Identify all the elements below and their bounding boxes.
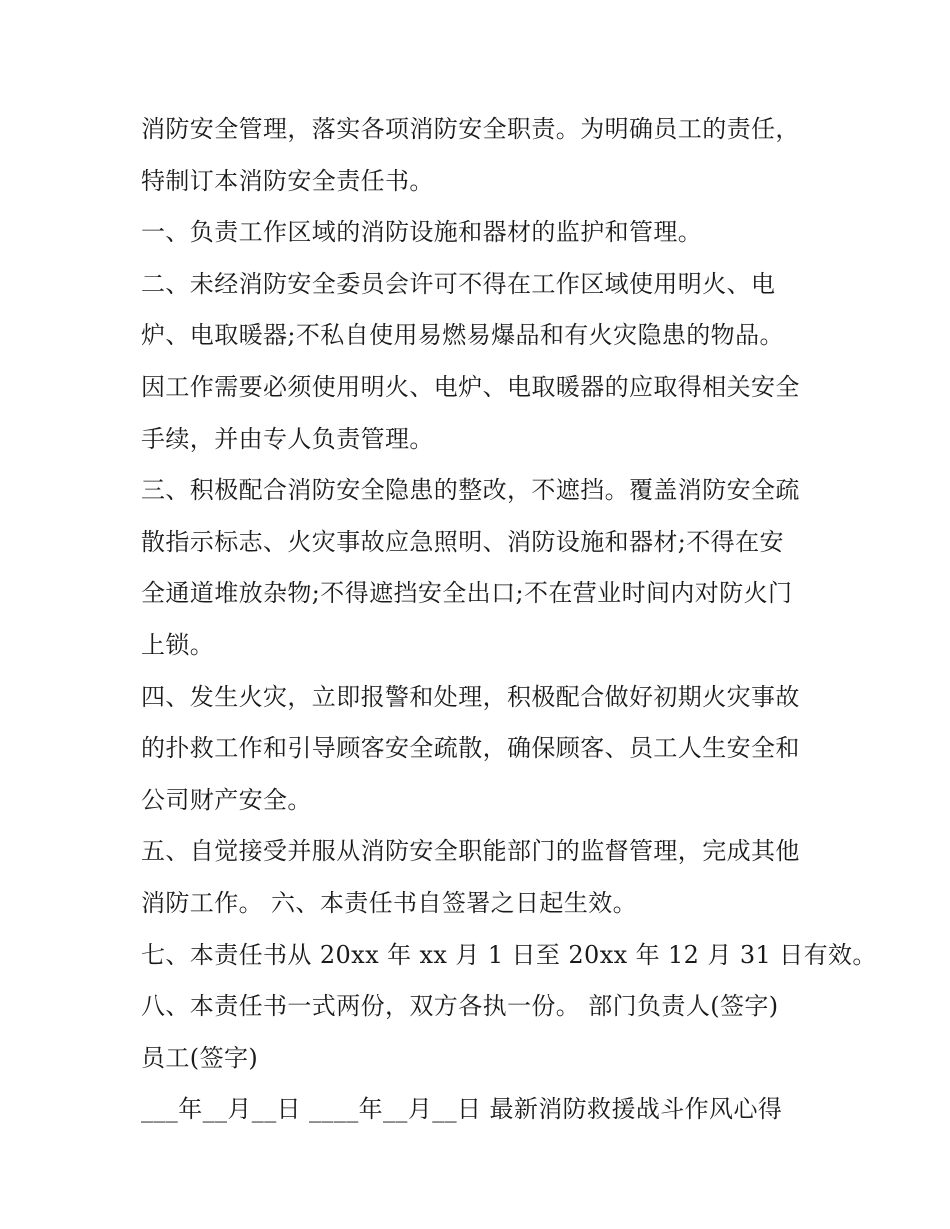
- text-line: 八、本责任书一式两份，双方各执一份。 部门负责人(签字): [141, 992, 779, 1021]
- text-line: 五、自觉接受并服从消防安全职能部门的监督管理，完成其他: [141, 837, 800, 866]
- text-line: 七、本责任书从 20xx 年 xx 月 1 日至 20xx 年 12 月 31 日有效。: [141, 940, 877, 969]
- text-line: 三、积极配合消防安全隐患的整改，不遮挡。覆盖消防安全疏: [141, 476, 800, 505]
- text-line: 公司财产安全。: [141, 785, 312, 814]
- text-line: 炉、电取暖器;不私自使用易燃易爆品和有火灾隐患的物品。: [141, 321, 784, 350]
- text-line: 二、未经消防安全委员会许可不得在工作区域使用明火、电: [141, 269, 776, 298]
- text-line: 消防安全管理，落实各项消防安全职责。为明确员工的责任，: [141, 115, 800, 143]
- text-line: 四、发生火灾，立即报警和处理，积极配合做好初期火灾事故: [141, 682, 800, 711]
- text-line: 一、负责工作区域的消防设施和器材的监护和管理。: [141, 218, 703, 247]
- text-line: 上锁。: [141, 630, 215, 659]
- text-line: 手续，并由专人负责管理。: [141, 424, 434, 453]
- document-body: [141, 104, 877, 1136]
- text-line: 员工(签字): [141, 1043, 259, 1072]
- text-line: 消防工作。 六、本责任书自签署之日起生效。: [141, 888, 638, 917]
- text-line: 散指示标志、火灾事故应急照明、消防设施和器材;不得在安: [141, 527, 784, 556]
- text-line: ___年__月__日 ____年__月__日 最新消防救援战斗作风心得: [141, 1095, 783, 1124]
- text-line: 的扑救工作和引导顾客安全疏散，确保顾客、员工人生安全和: [141, 734, 800, 763]
- text-line: 特制订本消防安全责任书。: [141, 166, 434, 195]
- text-line: 因工作需要必须使用明火、电炉、电取暖器的应取得相关安全: [141, 372, 800, 401]
- text-line: 全通道堆放杂物;不得遮挡安全出口;不在营业时间内对防火门: [141, 579, 793, 608]
